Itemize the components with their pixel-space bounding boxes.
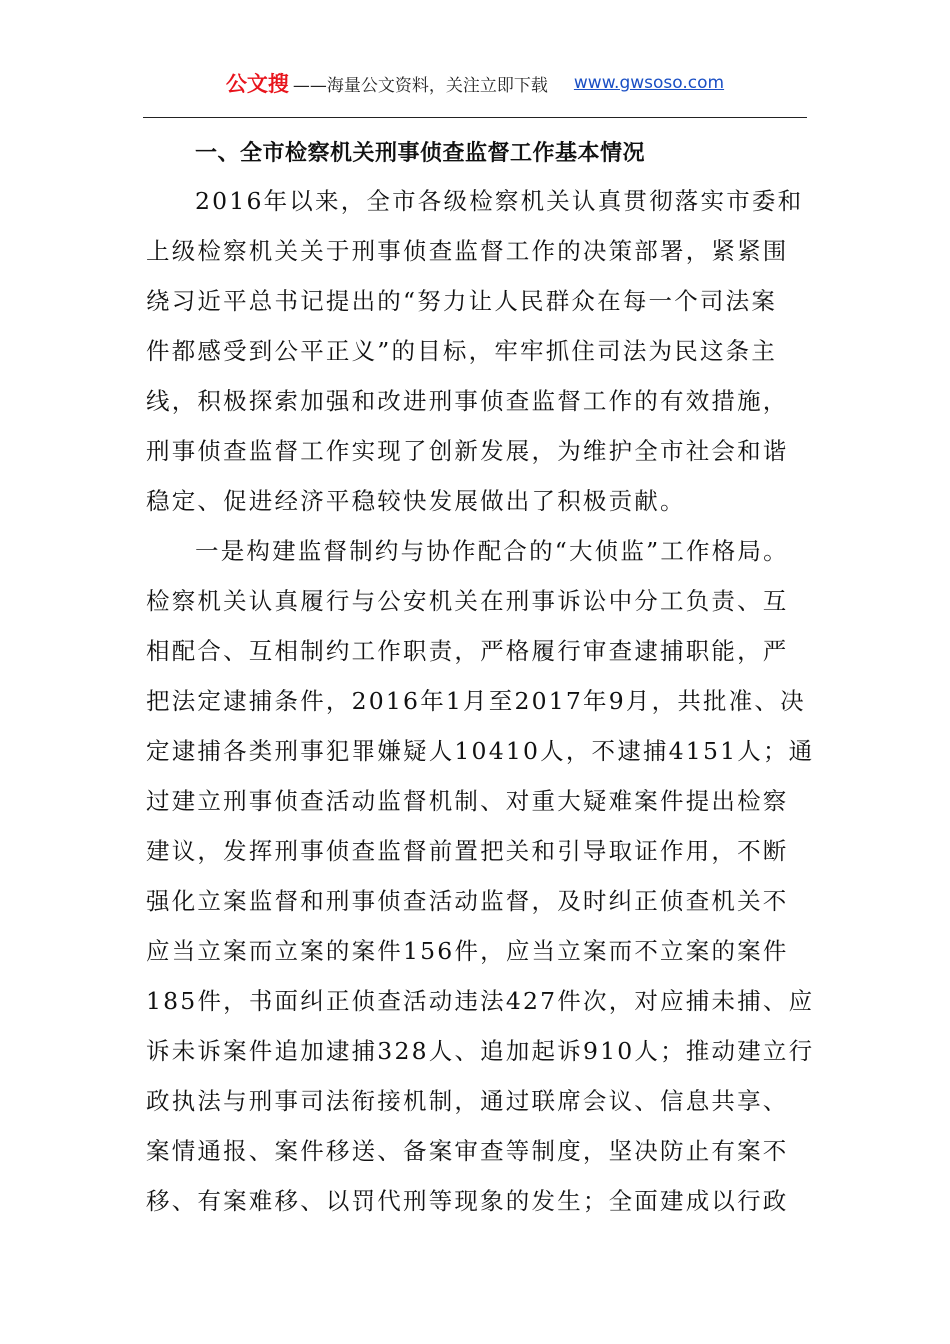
paragraph-overview: 2016年以来，全市各级检察机关认真贯彻落实市委和 上级检察机关关于刑事侦查监督工作的决策部署，紧紧围 绕习近平总书记提出的“努力让人民群众在每一个司法案 件都感受到公平正义”的目标，牢牢抓住司法为民这条主 线，积极探索加强和改进刑事侦查监督工作的有效措施， 刑事侦查监督工作实现了创新发展，为维护全市社会和谐 稳定、促进经济平稳较快发展做出了积极贡献。 [146, 187, 804, 515]
section-heading: 一、全市检察机关刑事侦查监督工作基本情况 [195, 141, 646, 166]
header-slogan: ——海量公文资料，关注立即下载 [292, 75, 548, 96]
header-divider [143, 117, 807, 118]
document-body [146, 176, 846, 1226]
brand-logo-text[interactable]: 公文搜 [225, 72, 289, 96]
website-link[interactable]: www.gwsoso.com [573, 73, 725, 93]
page-header [0, 68, 950, 108]
paragraph-point-one: 一是构建监督制约与协作配合的“大侦监”工作格局。 检察机关认真履行与公安机关在刑事诉讼中分工负责、互 相配合、互相制约工作职责，严格履行审查逮捕职能，严 把法定逮捕条件，2016年1月至2017年9月，共批准、决 定逮捕各类刑事犯罪嫌疑人10410人，不逮捕4151人；通 过建立刑事侦查活动监督机制、对重大疑难案件提出检察 建议，发挥刑事侦查监督前置把关和引导取证作用，不断 强化立案监督和刑事侦查活动监督，及时纠正侦查机关不 应当立案而立案的案件156件，应当立案而不立案的案件 185件，书面纠正侦查活动违法427件次，对应捕未捕、应 诉未诉案件追加逮捕328人、追加起诉910人；推动建立行 政执法与刑事司法衔接机制，通过联席会议、信息共享、 案情通报、案件移送、备案审查等制度，坚决防止有案不 移、有案难移、以罚代刑等现象的发生；全面建成以行政 [146, 537, 815, 1215]
